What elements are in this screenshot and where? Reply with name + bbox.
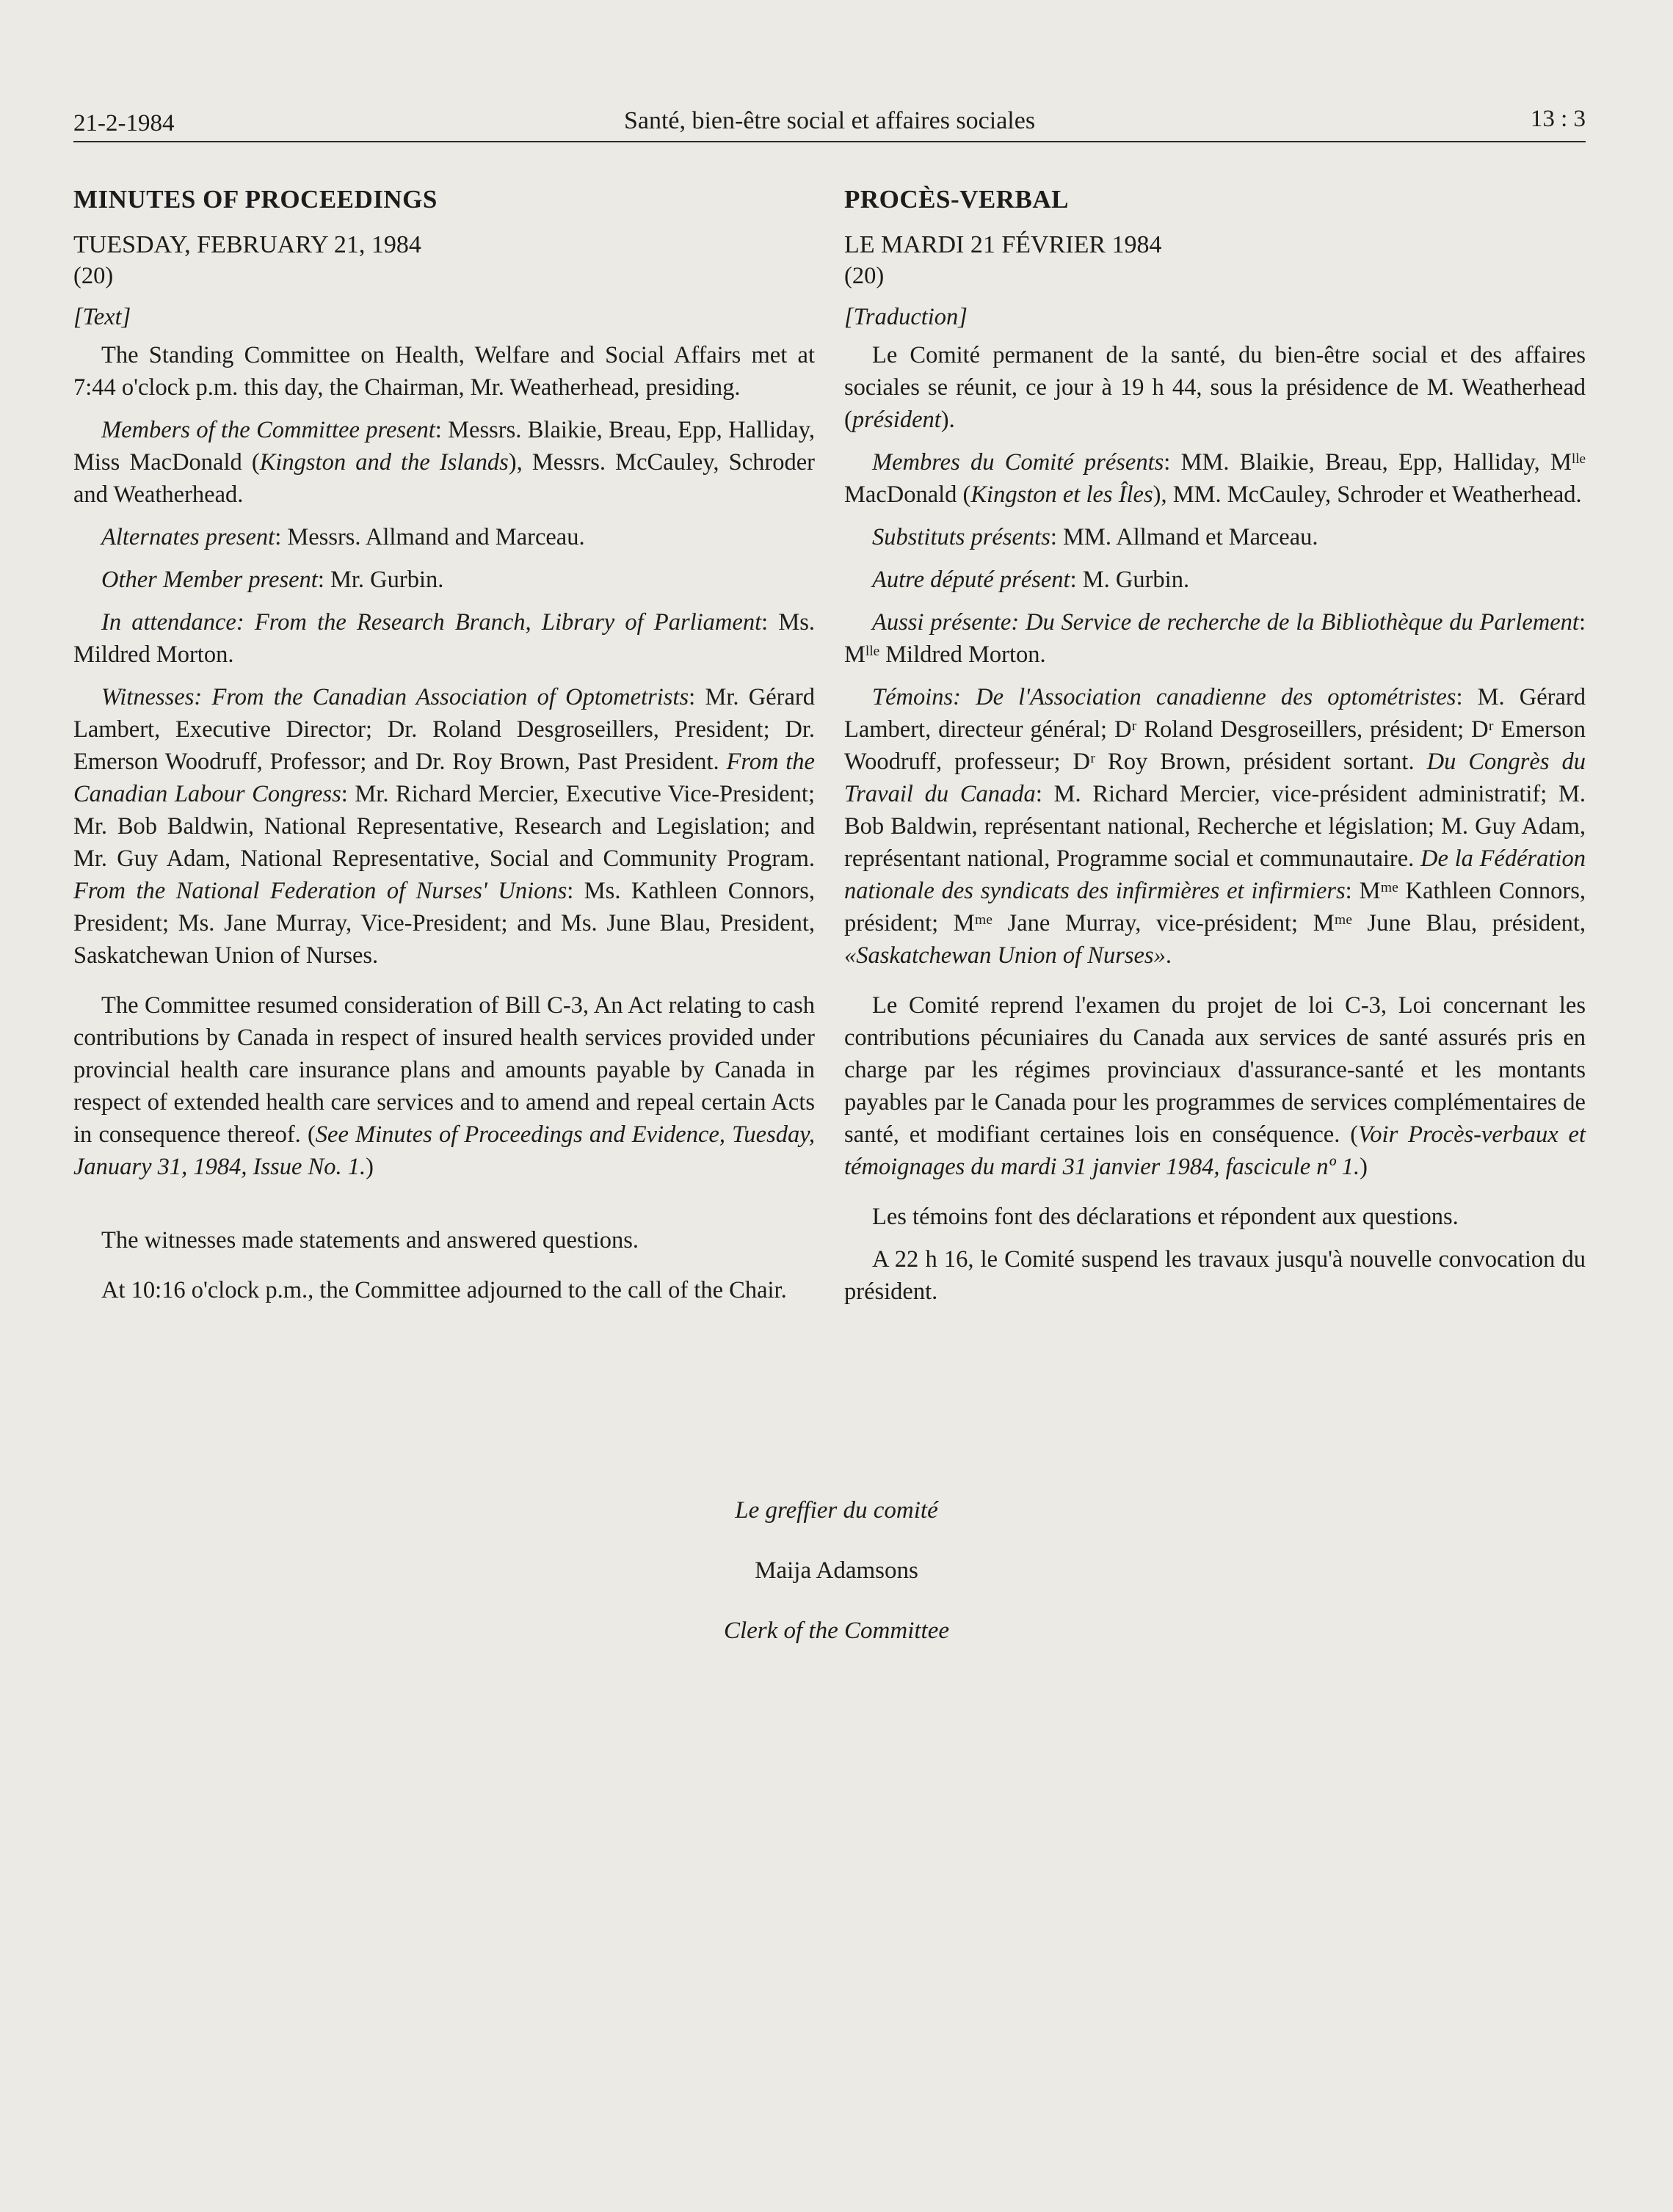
fr-clc-label: Du Congrès du Travail du Canada [844,749,1586,807]
fr-witnesses-text-3: : Mᵐᵉ Kathleen Connors, président; Mᵐᵉ Jane Murray, vice-président; Mᵐᵉ June Blau, président, [844,878,1586,936]
french-heading: PROCÈS-VERBAL [844,185,1069,214]
members-riding: Kingston and the Islands [259,449,509,476]
french-witnesses-paragraph [844,681,1586,972]
fr-president: président [852,407,941,433]
header-title: Santé, bien-être social et affaires sociales [623,107,1036,134]
english-column [73,183,815,1317]
fr-attendance-text: : Mˡˡᵉ Mildred Morton. [844,609,1586,668]
clerk-title-french: Le greffier du comité [735,1497,938,1524]
french-attendance-paragraph [844,606,1586,671]
english-other-member-paragraph [73,564,815,596]
bill-text: The Committee resumed consideration of Bill C-3, An Act relating to cash contributions by Canada in respect of insured health services provided under provincial health care insurance plans and amounts payable by Canada in respect of extended health care services and to amend and repeal certain Acts in consequence thereof. ( [73,992,815,1148]
french-sitting-number: (20) [844,263,885,289]
english-opening-paragraph: The Standing Committee on Health, Welfare and Social Affairs met at 7:44 o'clock p.m. this day, the Chairman, Mr. Weatherhead, presiding. [73,342,815,401]
english-sitting-number: (20) [73,263,114,289]
clc-label: From the Canadian Labour Congress [73,749,815,807]
fr-members-label: Membres du Comité présents [872,449,1164,476]
members-text: : Messrs. Blaikie, Breau, Epp, Halliday, Miss MacDonald ( [73,417,815,476]
clerk-name: Maija Adamsons [755,1557,918,1584]
fr-witnesses-text-2: : M. Richard Mercier, vice-président administratif; M. Bob Baldwin, représentant national, Recherche et législation; M. Guy Adam, représentant national, Programme social et communautaire. [844,781,1586,872]
bill-reference: See Minutes of Proceedings and Evidence, Tuesday, January 31, 1984, Issue No. 1. [73,1121,815,1180]
english-adjournment: At 10:16 o'clock p.m., the Committee adjourned to the call of the Chair. [101,1277,787,1303]
page-number: 13 : 3 [1530,106,1586,132]
fr-p1a: Le Comité permanent de la santé, du bien-être social et des affaires sociales se réunit, ce jour à 19 h 44, sous la présidence de M. Weatherhead ( [844,342,1586,433]
french-alternates-paragraph [844,521,1586,553]
fr-bill-reference: Voir Procès-verbaux et témoignages du mardi 31 janvier 1984, fascicule nº 1. [844,1121,1586,1180]
witnesses-text-1: : Mr. Gérard Lambert, Executive Director; Dr. Roland Desgroseillers, President; Dr. Emerson Woodruff, Professor; and Dr. Roy Brown, Past President. [73,684,815,775]
running-header [73,104,1586,142]
fr-p1b: ). [940,407,955,433]
fr-witnesses-label: Témoins: De l'Association canadienne des optométristes [872,684,1456,710]
english-text-label: [Text] [73,304,131,330]
fr-members-riding: Kingston et les Îles [970,481,1153,508]
fr-saskatchewan: «Saskatchewan Union of Nurses» [844,942,1166,969]
fr-nfnu-label: De la Fédération nationale des syndicats des infirmières et infirmiers [844,845,1586,904]
french-adjournment: A 22 h 16, le Comité suspend les travaux jusqu'à nouvelle convocation du président. [844,1246,1586,1305]
french-bill-paragraph [844,989,1586,1183]
french-members-paragraph [844,446,1586,511]
members-label: Members of the Committee present [101,417,435,443]
alternates-text: : Messrs. Allmand and Marceau. [275,524,585,550]
fr-other-text: : M. Gurbin. [1070,567,1190,593]
french-date: LE MARDI 21 FÉVRIER 1984 [844,231,1162,258]
fr-witnesses-end: . [1165,942,1172,969]
english-witnesses-statement: The witnesses made statements and answered questions. [101,1227,639,1254]
english-heading: MINUTES OF PROCEEDINGS [73,185,438,214]
fr-attendance-label: Aussi présente: Du Service de recherche de la Bibliothèque du Parlement [872,609,1579,636]
french-other-member-paragraph [844,564,1586,596]
fr-members-text: : MM. Blaikie, Breau, Epp, Halliday, Mˡˡᵉ MacDonald ( [844,449,1586,508]
alternates-label: Alternates present [101,524,275,550]
english-witnesses-paragraph [73,681,815,972]
clerk-title-english: Clerk of the Committee [723,1618,950,1644]
nfnu-label: From the National Federation of Nurses' Unions [73,878,567,904]
english-attendance-paragraph [73,606,815,671]
fr-bill-end: ) [1360,1154,1368,1180]
fr-alternates-label: Substituts présents [872,524,1050,550]
fr-members-end: ), MM. McCauley, Schroder et Weatherhead. [1153,481,1582,508]
english-members-paragraph [73,414,815,511]
french-column [844,183,1586,1318]
attendance-text: : Ms. Mildred Morton. [73,609,816,668]
members-end: ), Messrs. McCauley, Schroder and Weatherhead. [73,449,815,508]
other-text: : Mr. Gurbin. [317,567,444,593]
french-opening-paragraph [844,339,1586,436]
french-text-label: [Traduction] [844,304,968,330]
fr-alternates-text: : MM. Allmand et Marceau. [1050,524,1318,550]
attendance-label: In attendance: From the Research Branch, Library of Parliament [101,609,762,636]
witnesses-label: Witnesses: From the Canadian Association of Optometrists [101,684,689,710]
english-bill-paragraph [73,989,815,1183]
header-date: 21-2-1984 [73,110,175,137]
witnesses-text-2: : Mr. Richard Mercier, Executive Vice-President; Mr. Bob Baldwin, National Representative, Research and Legislation; and Mr. Guy Adam, National Representative, Social and Community Program. [73,781,815,872]
french-witnesses-statement: Les témoins font des déclarations et répondent aux questions. [872,1204,1459,1230]
bill-end: ) [366,1154,374,1180]
fr-other-label: Autre député présent [872,567,1070,593]
fr-bill-text: Le Comité reprend l'examen du projet de loi C-3, Loi concernant les contributions pécuniaires du Canada aux services de santé assurés pris en charge par les régimes provinciaux d'assurance-santé et les montants payables par le Canada pour les programmes de services complémentaires de santé, et modifiant certaines lois en conséquence. ( [844,992,1586,1148]
witnesses-text-3: : Ms. Kathleen Connors, President; Ms. Jane Murray, Vice-President; and Ms. June Blau, President, Saskatchewan Union of Nurses. [73,878,815,969]
english-alternates-paragraph [73,521,815,553]
fr-witnesses-text-1: : M. Gérard Lambert, directeur général; Dʳ Roland Desgroseillers, président; Dʳ Emerson Woodruff, professeur; Dʳ Roy Brown, président sortant. [844,684,1586,775]
other-label: Other Member present [101,567,318,593]
english-date: TUESDAY, FEBRUARY 21, 1984 [73,231,421,258]
